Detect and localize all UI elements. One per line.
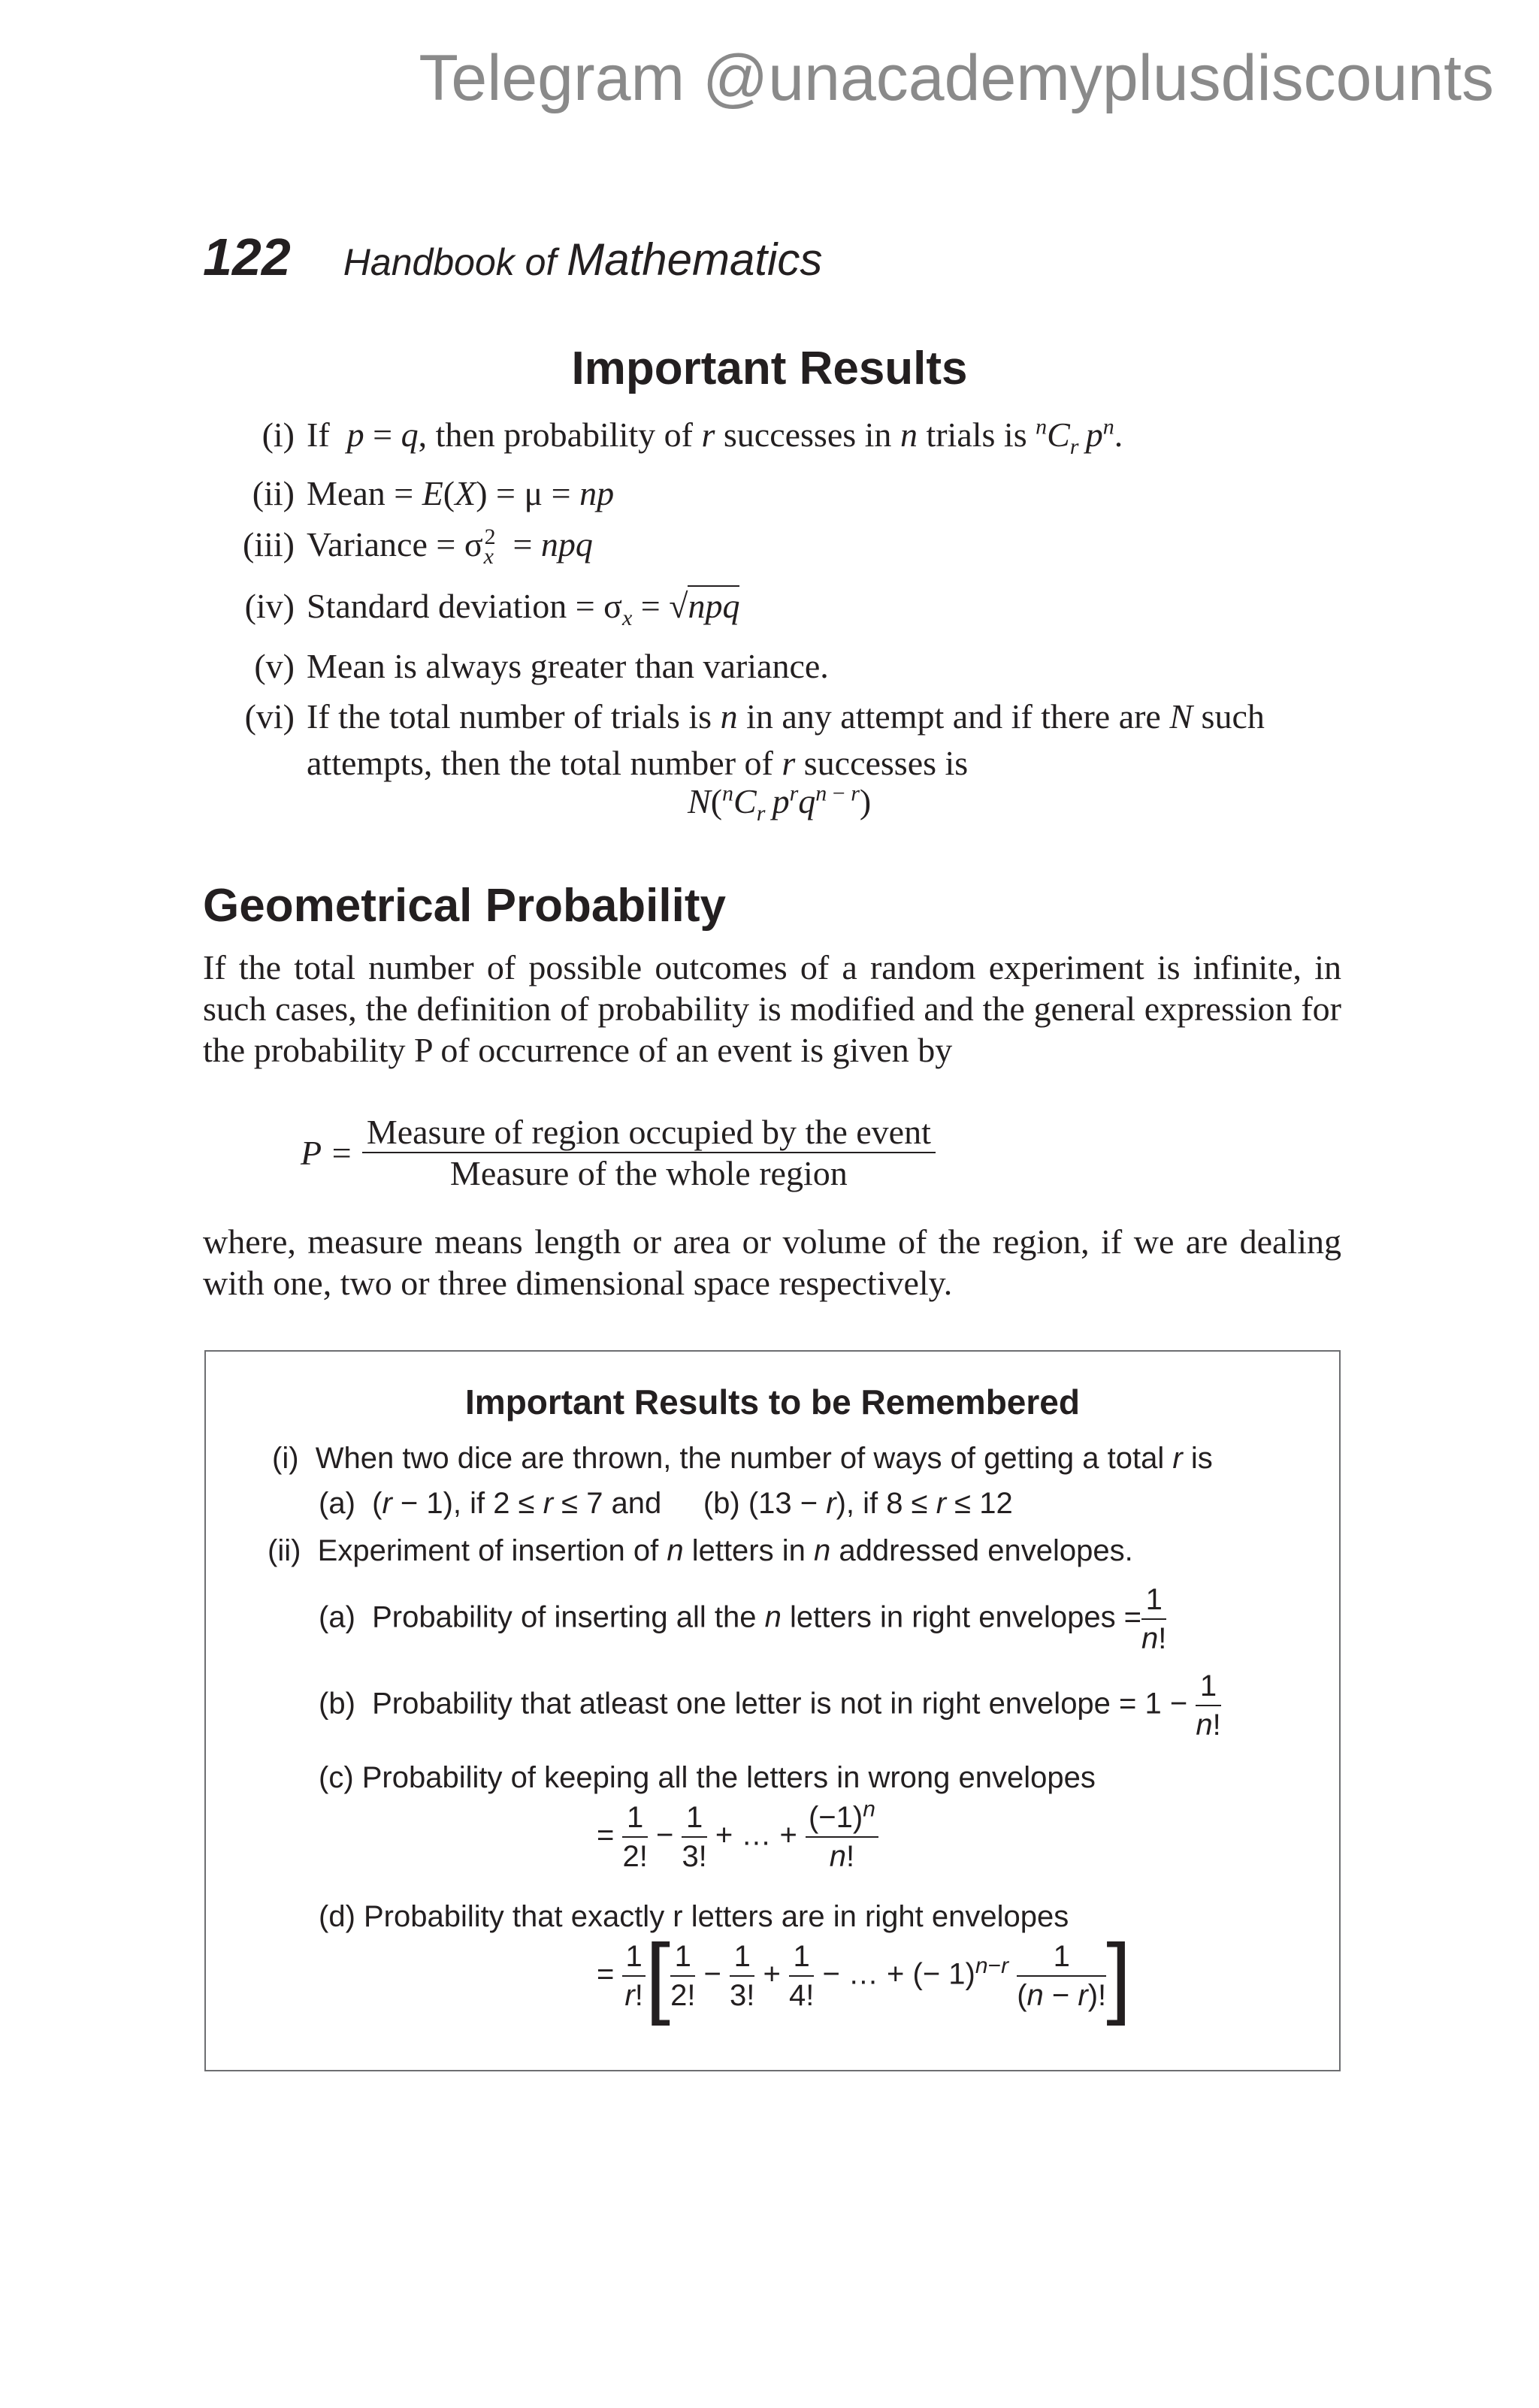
list-item: (ii) Mean = E(X) = μ = np — [252, 474, 615, 512]
geometrical-paragraph-2: where, measure means length or area or volume of the region, if we are dealing with one, two or three dimensional space respectively. — [203, 1222, 1341, 1302]
geometrical-formula: P = $\frac{\text{Measure of region occupied by the event}}{\text{Measure of the whole region}}$ — [301, 1112, 936, 1193]
page-header — [203, 227, 822, 295]
list-item: (vi) If the total number of trials is n in any attempt and if there are N such attempts, then the total number of r successes is — [244, 697, 1265, 782]
box-item-ii: (ii) Experiment of insertion of n letters in n addressed envelopes. — [268, 1534, 1133, 1567]
important-results-heading: Important Results — [571, 343, 968, 394]
list-item: (iv) Standard deviation = $\sigma_x = √npq$ — [244, 587, 740, 631]
box-item-i: (i) When two dice are thrown, the number of ways of getting a total r is — [272, 1442, 1213, 1475]
successes-formula: $N(^nC_r$ $p^rq^{n - r}$) — [688, 781, 872, 826]
page-number: 122 — [203, 228, 291, 286]
box-formula-c: = $\frac{1}{2!}$ − $\frac{1}{3!}$ + … + $\frac{(-1)^n}{n!}$ — [597, 1799, 878, 1875]
list-item: (i) If p = q, then probability of r successes in n trials is $^nC_r$ $p^n$. — [262, 414, 1123, 460]
important-results-box — [204, 1350, 1341, 2071]
watermark: Telegram @unacademyplusdiscounts — [419, 42, 1494, 114]
box-item-i-cases: (a) (r − 1), if 2 ≤ r ≤ 7 and (b) (13 − r), if 8 ≤ r ≤ 12 — [319, 1487, 1013, 1520]
box-item-ii-a: (a) Probability of inserting all the n letters in right envelopes = $\frac{1}{n!}$ — [319, 1581, 1166, 1657]
geometrical-paragraph-1: If the total number of possible outcomes of a random experiment is infinite, in such cases, the definition of probability is modified and the general expression for the probability P of occurrence of an event is given by — [203, 948, 1341, 1069]
box-item-ii-d: (d) Probability that exactly r letters are in right envelopes — [319, 1900, 1069, 1933]
geometrical-probability-heading: Geometrical Probability — [203, 880, 726, 932]
box-title: Important Results to be Remembered — [465, 1382, 1080, 1422]
list-item: (iii) Variance = $\sigma^2_x$ = npq — [243, 524, 593, 570]
book-title: Handbook of Mathematics — [343, 234, 823, 285]
box-formula-d: = $\frac{1}{r!}$ [ $\frac{1}{2!}$ − $\frac{1}{3!}$ + $\frac{1}{4!}$ − … + (− 1)$^{n-r}$ $\frac{1}{(n - r)!}$ ] — [597, 1926, 1132, 2026]
box-item-ii-c: (c) Probability of keeping all the letters in wrong envelopes — [319, 1761, 1096, 1794]
list-item: (v) Mean is always greater than variance. — [254, 647, 829, 685]
box-item-ii-b: (b) Probability that atleast one letter is not in right envelope = 1 − $\frac{1}{n!}$ — [319, 1667, 1221, 1744]
